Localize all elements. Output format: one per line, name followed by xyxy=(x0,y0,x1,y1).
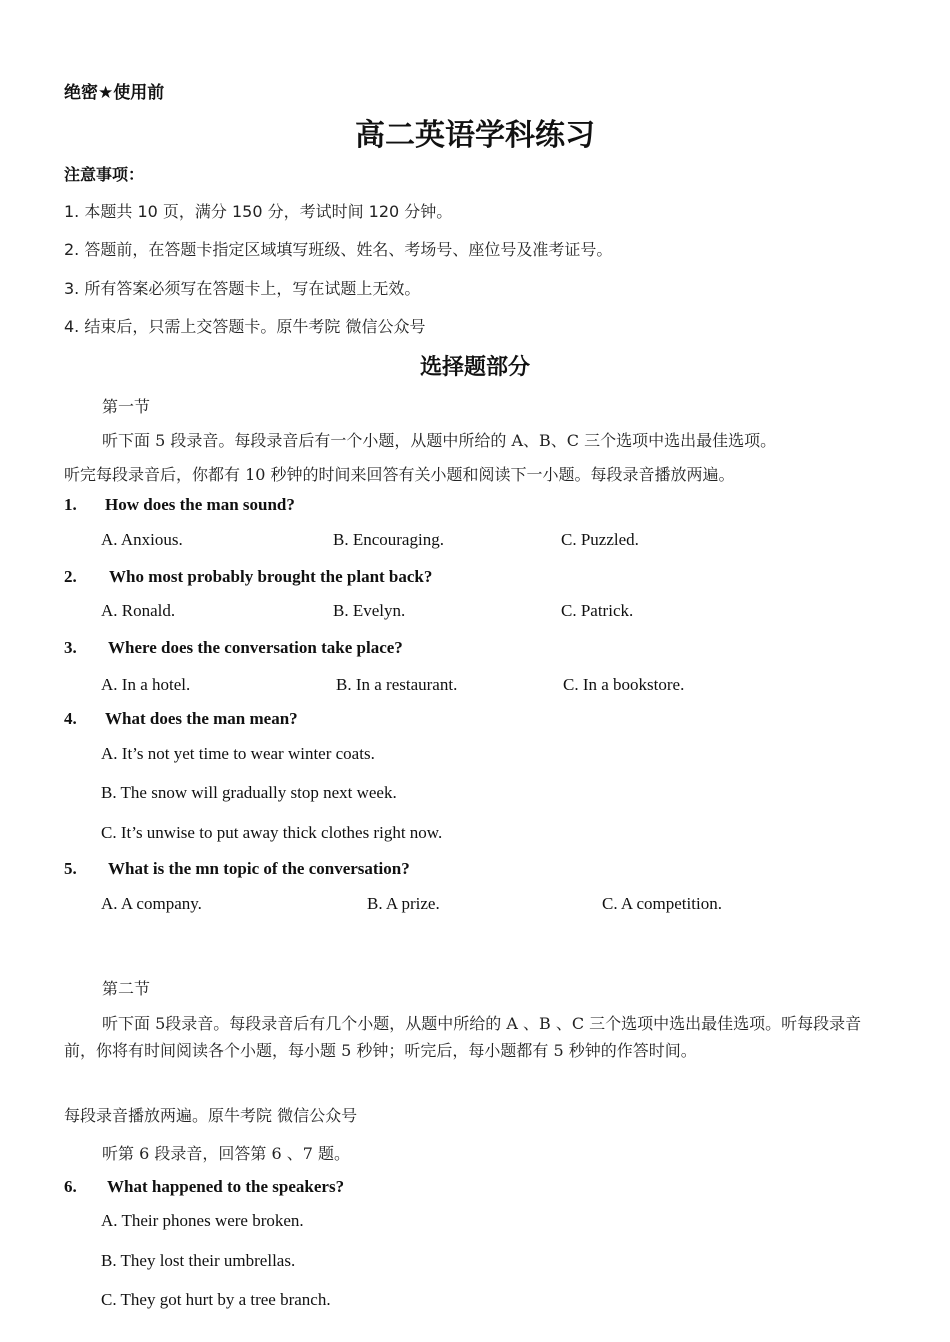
question-text: What does the man mean? xyxy=(105,709,298,728)
option-b: B. They lost their umbrellas. xyxy=(101,1251,296,1270)
question-number: 4. xyxy=(64,709,77,728)
question-number: 3. xyxy=(64,638,77,657)
part2-sub-instruction: 听第 6 段录音，回答第 6 、7 题。 xyxy=(102,1144,350,1163)
option-a: A. Anxious. xyxy=(101,530,183,549)
option-c: C. Puzzled. xyxy=(561,530,639,549)
page-title: 高二英语学科练习 xyxy=(355,118,595,153)
part1-label: 第一节 xyxy=(102,397,151,416)
question-text: How does the man sound? xyxy=(105,495,295,514)
notice-item: 2. 答题前，在答题卡指定区域填写班级、姓名、考场号、座位号及准考证号。 xyxy=(64,240,613,259)
question-number: 5. xyxy=(64,859,77,878)
option-c: C. It’s unwise to put away thick clothes right now. xyxy=(101,823,443,842)
option-c: C. Patrick. xyxy=(561,601,634,620)
option-b: B. The snow will gradually stop next week. xyxy=(101,783,397,802)
option-a: A. In a hotel. xyxy=(101,675,191,694)
question-number: 1. xyxy=(64,495,77,514)
option-b: B. In a restaurant. xyxy=(336,675,458,694)
confidential-label: 绝密★使用前 xyxy=(64,83,165,103)
notice-heading: 注意事项： xyxy=(64,165,145,184)
option-c: C. A competition. xyxy=(602,894,722,913)
option-b: B. A prize. xyxy=(367,894,440,913)
section-title: 选择题部分 xyxy=(419,355,530,380)
option-c: C. In a bookstore. xyxy=(563,675,685,694)
option-b: B. Encouraging. xyxy=(333,530,444,549)
question-text: Who most probably brought the plant back? xyxy=(109,567,433,586)
part2-note: 每段录音播放两遍。原牛考院 微信公众号 xyxy=(64,1106,358,1125)
part1-instruction: 听下面 5 段录音。每段录音后有一个小题，从题中所给的 A、B、C 三个选项中选出最佳选项。 xyxy=(102,431,777,450)
notice-item: 1. 本题共 10 页，满分 150 分，考试时间 120 分钟。 xyxy=(64,202,453,221)
notice-item: 4. 结束后，只需上交答题卡。原牛考院 微信公众号 xyxy=(64,317,426,336)
question-number: 6. xyxy=(64,1177,77,1196)
question-text: What happened to the speakers? xyxy=(107,1177,345,1196)
question-text: Where does the conversation take place? xyxy=(108,638,403,657)
option-a: A. A company. xyxy=(101,894,202,913)
part2-label: 第二节 xyxy=(102,979,151,998)
option-a: A. Their phones were broken. xyxy=(101,1211,304,1230)
notice-item: 3. 所有答案必须写在答题卡上，写在试题上无效。 xyxy=(64,279,421,298)
option-c: C. They got hurt by a tree branch. xyxy=(101,1290,331,1309)
question-number: 2. xyxy=(64,567,77,586)
option-a: A. It’s not yet time to wear winter coats. xyxy=(101,744,375,763)
part1-instruction-cont: 听完每段录音后，你都有 10 秒钟的时间来回答有关小题和阅读下一小题。每段录音播放两遍。 xyxy=(64,465,735,484)
option-a: A. Ronald. xyxy=(101,601,176,620)
option-b: B. Evelyn. xyxy=(333,601,406,620)
part2-instruction: 听下面 5段录音。每段录音后有几个小题，从题中所给的 A 、B 、C 三个选项中选出最佳选项。听每段录音前，你将有时间阅读各个小题，每小题 5 秒钟；听完后，每小题都有 5 秒钟的作答时间。 xyxy=(64,1014,862,1060)
question-text: What is the mn topic of the conversation? xyxy=(108,859,410,878)
